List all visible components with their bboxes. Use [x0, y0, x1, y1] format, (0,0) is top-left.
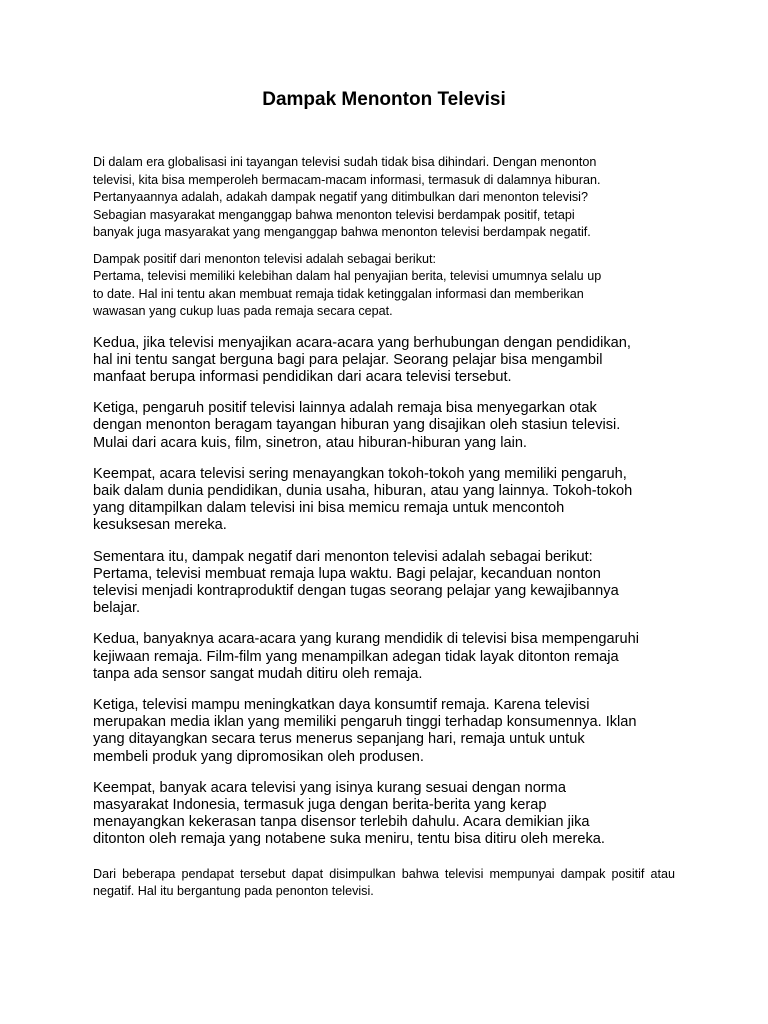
- paragraph-negative-fourth: [93, 780, 675, 849]
- paragraph-line: masyarakat Indonesia, termasuk juga dengan berita-berita yang kerap: [93, 796, 547, 813]
- paragraph-line: tanpa ada sensor sangat mudah ditiru oleh remaja.: [93, 665, 423, 682]
- paragraph-line: hal ini tentu sangat berguna bagi para pelajar. Seorang pelajar bisa mengambil: [93, 351, 603, 368]
- paragraph-line: televisi menjadi kontraproduktif dengan tugas seorang pelajar yang kewajibannya: [93, 582, 619, 599]
- paragraph-line: banyak juga masyarakat yang menganggap bahwa menonton televisi berdampak negatif.: [93, 225, 591, 239]
- paragraph-line: Sementara itu, dampak negatif dari menonton televisi adalah sebagai berikut:: [93, 548, 593, 565]
- paragraph-line: Sebagian masyarakat menganggap bahwa menonton televisi berdampak positif, tetapi: [93, 207, 575, 222]
- paragraph-line: Keempat, acara televisi sering menayangkan tokoh-tokoh yang memiliki pengaruh,: [93, 465, 627, 482]
- paragraph-line: dengan menonton beragam tayangan hiburan yang disajikan oleh stasiun televisi.: [93, 417, 621, 434]
- paragraph-line: Pertanyaannya adalah, adakah dampak negatif yang ditimbulkan dari menonton televisi?: [93, 190, 588, 204]
- paragraph-line: televisi, kita bisa memperoleh bermacam-macam informasi, termasuk di dalamnya hiburan.: [93, 172, 601, 187]
- paragraph-negative-third: [93, 697, 675, 766]
- paragraph-intro: [93, 154, 675, 242]
- paragraph-line: Kedua, banyaknya acara-acara yang kurang mendidik di televisi bisa mempengaruhi: [93, 631, 639, 648]
- paragraph-positive-second: [93, 335, 675, 387]
- document-page: [93, 88, 675, 901]
- paragraph-line: kesuksesan mereka.: [93, 517, 227, 534]
- paragraph-positive-fourth: [93, 466, 675, 535]
- paragraph-positive-intro: [93, 251, 675, 321]
- paragraph-line: Kedua, jika televisi menyajikan acara-acara yang berhubungan dengan pendidikan,: [93, 334, 631, 351]
- paragraph-line: Pertama, televisi membuat remaja lupa waktu. Bagi pelajar, kecanduan nonton: [93, 565, 601, 582]
- paragraph-line: Pertama, televisi memiliki kelebihan dalam hal penyajian berita, televisi umumnya selalu up: [93, 269, 602, 283]
- paragraph-line: menayangkan kekerasan tanpa disensor terlebih dahulu. Acara demikian jika: [93, 814, 590, 831]
- paragraph-line: Di dalam era globalisasi ini tayangan televisi sudah tidak bisa dihindari. Dengan menonton: [93, 155, 597, 169]
- paragraph-line: Keempat, banyak acara televisi yang isinya kurang sesuai dengan norma: [93, 779, 566, 796]
- paragraph-line: membeli produk yang dipromosikan oleh produsen.: [93, 748, 424, 765]
- paragraph-line: wawasan yang cukup luas pada remaja secara cepat.: [93, 304, 393, 318]
- paragraph-line: Dampak positif dari menonton televisi adalah sebagai berikut:: [93, 251, 437, 266]
- paragraph-line: ditonton oleh remaja yang notabene suka meniru, tentu bisa ditiru oleh mereka.: [93, 831, 605, 848]
- paragraph-line: to date. Hal ini tentu akan membuat remaja tidak ketinggalan informasi dan memberikan: [93, 286, 584, 301]
- paragraph-negative-intro: [93, 549, 675, 618]
- paragraph-line: manfaat berupa informasi pendidikan dari acara televisi tersebut.: [93, 368, 512, 385]
- paragraph-line: Ketiga, televisi mampu meningkatkan daya konsumtif remaja. Karena televisi: [93, 696, 590, 713]
- document-title: Dampak Menonton Televisi: [262, 89, 506, 110]
- paragraph-conclusion: Dari beberapa pendapat tersebut dapat disimpulkan bahwa televisi mempunyai dampak positif atau negatif. Hal itu bergantung pada penonton televisi.: [93, 866, 675, 899]
- paragraph-positive-third: [93, 400, 675, 452]
- paragraph-line: baik dalam dunia pendidikan, dunia usaha, hiburan, atau yang lainnya. Tokoh-tokoh: [93, 482, 633, 499]
- paragraph-line: yang ditayangkan secara terus menerus sepanjang hari, remaja untuk untuk: [93, 731, 585, 748]
- paragraph-line: merupakan media iklan yang memiliki pengaruh tinggi terhadap konsumennya. Iklan: [93, 714, 637, 731]
- paragraph-line: belajar.: [93, 600, 141, 617]
- paragraph-negative-second: [93, 631, 675, 683]
- paragraph-line: Mulai dari acara kuis, film, sinetron, atau hiburan-hiburan yang lain.: [93, 434, 527, 451]
- paragraph-line: Ketiga, pengaruh positif televisi lainnya adalah remaja bisa menyegarkan otak: [93, 400, 597, 417]
- paragraph-line: kejiwaan remaja. Film-film yang menampilkan adegan tidak layak ditonton remaja: [93, 648, 619, 665]
- paragraph-line: yang ditampilkan dalam televisi ini bisa memicu remaja untuk mencontoh: [93, 500, 565, 517]
